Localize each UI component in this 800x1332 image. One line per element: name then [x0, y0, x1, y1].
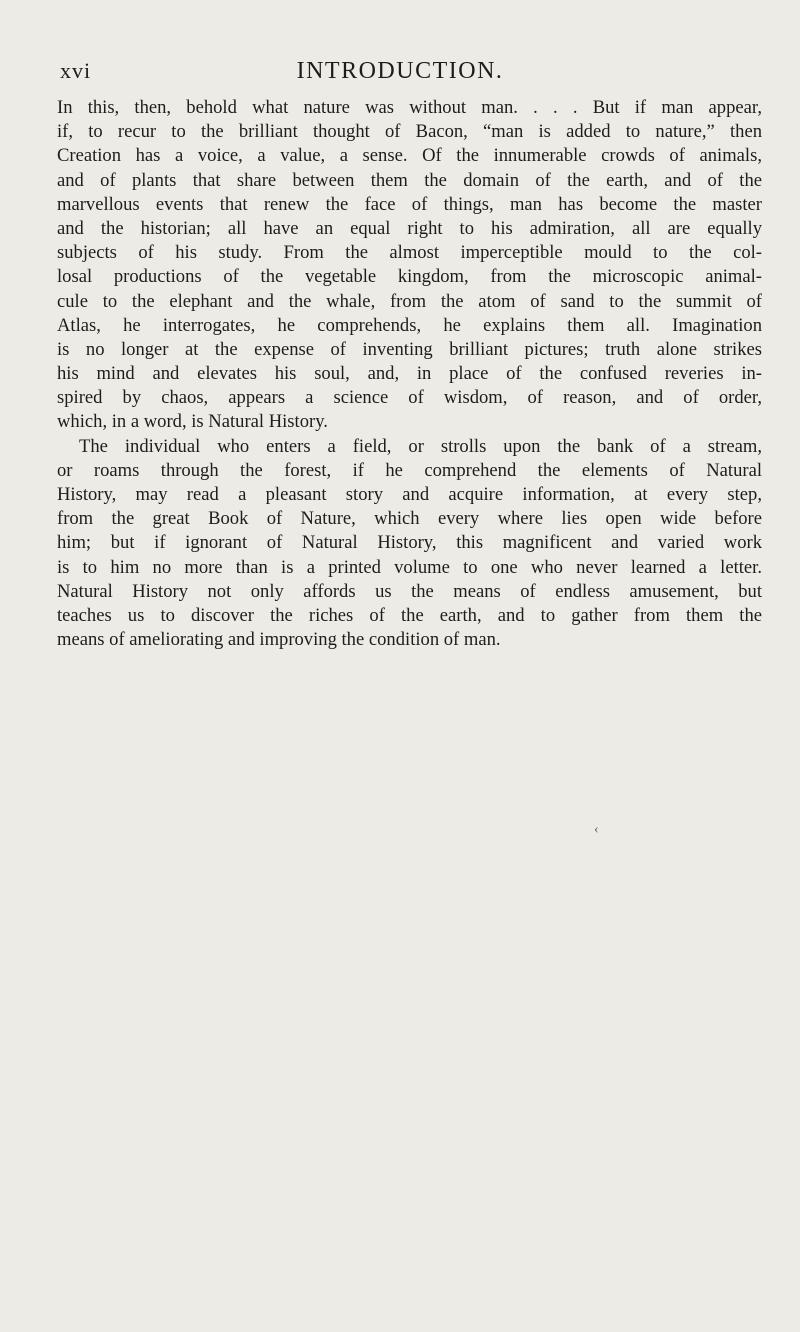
text-line: which, in a word, is Natural History. [57, 411, 328, 433]
text-line: losal productions of the vegetable kingdom, from the microscopic animal- [57, 266, 762, 288]
paragraph-2 [57, 435, 762, 653]
stray-print-mark: ‹ [594, 822, 599, 837]
page-header [0, 58, 800, 88]
paragraph-1 [57, 96, 762, 435]
body-text [57, 96, 762, 652]
text-line: means of ameliorating and improving the condition of man. [57, 629, 501, 651]
text-line: if, to recur to the brilliant thought of Bacon, “man is added to nature,” then [57, 121, 762, 143]
text-line: from the great Book of Nature, which every where lies open wide before [57, 508, 762, 530]
text-line: Natural History not only affords us the means of endless amusement, but [57, 580, 762, 602]
text-line: and the historian; all have an equal right to his admiration, all are equally [57, 217, 762, 239]
text-line: The individual who enters a field, or strolls upon the bank of a stream, [79, 435, 762, 457]
text-line: his mind and elevates his soul, and, in place of the confused reveries in- [57, 363, 762, 385]
text-line: him; but if ignorant of Natural History, this magnificent and varied work [57, 532, 762, 554]
text-line: is to him no more than is a printed volume to one who never learned a letter. [57, 556, 762, 578]
text-line: teaches us to discover the riches of the earth, and to gather from them the [57, 604, 762, 626]
text-line: cule to the elephant and the whale, from the atom of sand to the summit of [57, 290, 762, 312]
text-line: marvellous events that renew the face of things, man has become the master [57, 193, 762, 215]
text-line: In this, then, behold what nature was without man. . . . But if man appear, [57, 97, 762, 118]
text-line: subjects of his study. From the almost imperceptible mould to the col- [57, 242, 762, 264]
running-title: INTRODUCTION. [296, 58, 504, 84]
text-line: Atlas, he interrogates, he comprehends, he explains them all. Imagination [57, 314, 762, 336]
text-line: Creation has a voice, a value, a sense. Of the innumerable crowds of animals, [57, 145, 762, 167]
text-line: is no longer at the expense of inventing brilliant pictures; truth alone strikes [57, 338, 762, 360]
page-number: xvi [60, 58, 92, 83]
text-line: and of plants that share between them the domain of the earth, and of the [57, 169, 762, 191]
text-line: spired by chaos, appears a science of wisdom, of reason, and of order, [57, 387, 762, 409]
text-line: History, may read a pleasant story and acquire information, at every step, [57, 484, 762, 505]
text-line: or roams through the forest, if he comprehend the elements of Natural [57, 459, 762, 481]
